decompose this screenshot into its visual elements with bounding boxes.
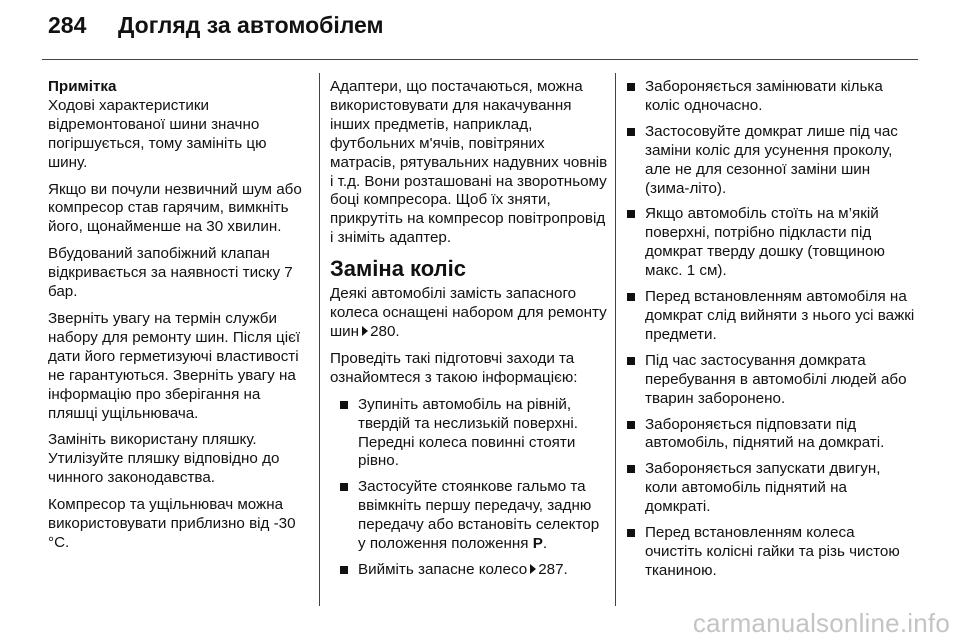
list-item <box>625 288 915 345</box>
spare-wheel-ref[interactable]: 287. <box>538 560 568 578</box>
list-item-text: Забороняється замінювати кілька коліс одночасно. <box>645 78 883 114</box>
list-item <box>625 123 915 199</box>
paragraph-repair-kit <box>330 285 608 342</box>
square-bullet-icon <box>627 421 635 429</box>
list-item-text: Перед встановленням колеса очистіть колісні гайки та різь чистою тканиною. <box>645 524 900 579</box>
column-3 <box>625 78 915 588</box>
list-item-text: Застосуйте стоянкове гальмо та ввімкніть першу передачу, задню передачу або встановіть селектор у положення положення <box>358 478 600 553</box>
square-bullet-icon <box>627 128 635 136</box>
list-item-end: . <box>542 535 548 553</box>
watermark: carmanualsonline.info <box>692 608 950 638</box>
square-bullet-icon <box>627 529 635 537</box>
column-1 <box>48 78 306 561</box>
list-item-text: Під час застосування домкрата перебування в автомобілі людей або тварин заборонено. <box>645 351 907 407</box>
square-bullet-icon <box>340 401 348 409</box>
page-number: 284 <box>48 12 87 38</box>
repair-kit-ref[interactable]: 280. <box>370 322 400 340</box>
note-title: Примітка <box>48 78 117 95</box>
square-bullet-icon <box>627 83 635 91</box>
list-item-text: Застосовуйте домкрат лише під час заміни коліс для усунення проколу, але не для сезонної заміни шин (зима-літо). <box>645 122 898 197</box>
column-divider-1 <box>319 73 320 606</box>
paragraph-replace-bottle: Замініть використану пляшку. Утилізуйте пляшку відповідно до чинного законодавства. <box>48 431 280 487</box>
paragraph-temperature: Компресор та ущільнювач можна використовувати приблизно від -30 °C. <box>48 496 296 551</box>
paragraph-adapters: Адаптери, що постачаються, можна використовувати для накачування інших предметів, наприклад, футбольних м'ячів, повітряних матрасів, рятувальних надувних човнів і т.д. Вони розташовані на зворотньому боці компресора. Щоб їх зняти, прикрутіть на компресор повітропровід і зніміть адаптер. <box>330 78 608 247</box>
header-divider <box>42 59 918 60</box>
list-item <box>625 78 915 116</box>
section-heading: Заміна коліс <box>330 256 466 282</box>
page-reference-arrow-icon <box>362 326 368 336</box>
paragraph-preparation: Проведіть такі підготовчі заходи та ознайомтеся з такою інформацією: <box>330 349 578 386</box>
square-bullet-icon <box>627 357 635 365</box>
list-item <box>625 524 915 581</box>
list-item-text: Зупиніть автомобіль на рівній, твердій та неслизькій поверхні. Передні колеса повинні стояти рівно. <box>358 395 579 470</box>
list-item <box>338 561 608 580</box>
list-item <box>625 460 915 517</box>
note-text: Ходові характеристики відремонтованої шини значно погіршується, тому замініть цю шину. <box>48 96 267 171</box>
warnings-list <box>625 78 915 581</box>
square-bullet-icon <box>627 465 635 473</box>
page-title: Догляд за автомобілем <box>118 12 384 38</box>
list-item-text: Якщо автомобіль стоїть на м’якій поверхні, потрібно підкласти під домкрат тверду дошку (товщиною макс. 1 см). <box>645 205 885 280</box>
square-bullet-icon <box>340 483 348 491</box>
list-item-text: Забороняється запускати двигун, коли автомобіль піднятий на домкраті. <box>645 460 881 516</box>
list-item-text: Вийміть запасне колесо <box>358 560 528 578</box>
square-bullet-icon <box>627 293 635 301</box>
column-2 <box>330 78 608 587</box>
list-item <box>625 205 915 281</box>
list-item <box>625 352 915 409</box>
paragraph-valve: Вбудований запобіжний клапан відкривається за наявності тиску 7 бар. <box>48 245 293 301</box>
repair-kit-text: Деякі автомобілі замість запасного колеса оснащені набором для ремонту шин <box>330 285 607 340</box>
list-item <box>625 416 915 454</box>
square-bullet-icon <box>627 210 635 218</box>
list-item-text: Забороняється підповзати під автомобіль, піднятий на домкраті. <box>645 415 885 452</box>
gear-position-label: P <box>532 535 543 553</box>
list-item <box>338 478 608 554</box>
square-bullet-icon <box>340 566 348 574</box>
page-reference-arrow-icon <box>530 564 536 574</box>
paragraph-expiry: Зверніть увагу на термін служби набору для ремонту шин. Після цієї дати його герметизуючі властивості не гарантуються. Зверніть увагу на інформацію про зберігання на пляшці ущільнювача. <box>48 309 301 422</box>
list-item <box>338 396 608 472</box>
column-divider-2 <box>615 73 616 606</box>
page-header <box>48 12 384 52</box>
paragraph-noise: Якщо ви почули незвичний шум або компресор став гарячим, вимкніть його, щонайменше на 30 хвилин. <box>48 180 302 236</box>
list-item-text: Перед встановленням автомобіля на домкрат слід вийняти з нього усі важкі предмети. <box>645 288 915 343</box>
preparation-list <box>330 396 608 580</box>
